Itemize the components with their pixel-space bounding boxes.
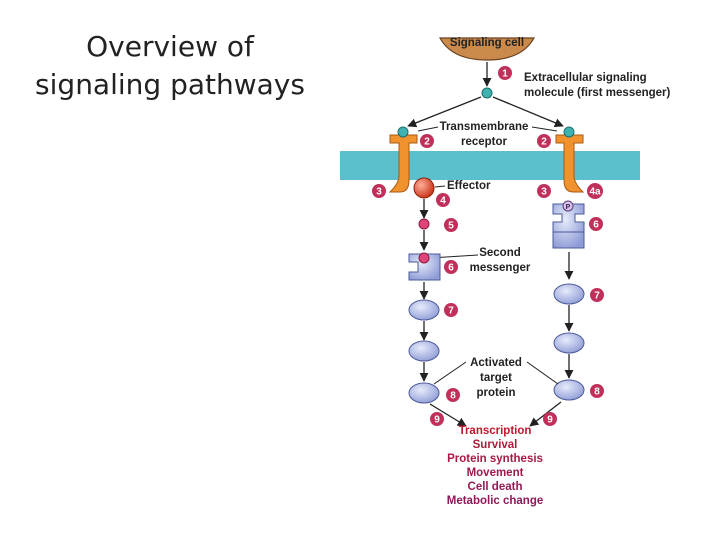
target-pointer-left — [434, 362, 466, 384]
left-cascade-protein-2 — [409, 341, 439, 361]
left-receptor-ligand — [398, 127, 408, 137]
step-number-4a: 4a — [589, 186, 601, 198]
step-number-3-right: 3 — [541, 186, 547, 198]
right-cascade-protein-2 — [554, 333, 584, 353]
outcome-2: Survival — [472, 439, 518, 451]
outcome-1: Transcription — [458, 425, 532, 437]
outcome-4: Movement — [466, 467, 524, 479]
effector-label: Effector — [447, 180, 491, 192]
ligand-molecule — [482, 88, 492, 98]
target-label-line3: protein — [476, 387, 516, 399]
step-number-8-left: 8 — [450, 390, 456, 402]
outcome-5: Cell death — [467, 481, 523, 493]
receptor-label-line2: receptor — [460, 136, 508, 148]
first-messenger-label-line1: Extracellular signaling — [524, 72, 647, 84]
receptor-label-line1: Transmembrane — [439, 121, 529, 133]
target-label-line2: target — [480, 372, 512, 384]
step-number-1: 1 — [502, 68, 508, 80]
outcome-6: Metabolic change — [446, 495, 544, 507]
first-messenger-label-line2: molecule (first messenger) — [524, 87, 671, 99]
step-number-7-left: 7 — [448, 305, 454, 317]
right-receptor-ligand — [564, 127, 574, 137]
step-number-3-left: 3 — [376, 186, 382, 198]
step-number-9-left: 9 — [434, 414, 440, 426]
second-messenger-molecule — [419, 219, 429, 229]
step-number-2-left: 2 — [424, 136, 430, 148]
step-number-6-left: 6 — [448, 262, 454, 274]
slide-title: Overview of signaling pathways — [35, 30, 305, 101]
left-cascade-protein-1 — [409, 300, 439, 320]
outcome-3: Protein synthesis — [447, 453, 543, 465]
bound-second-messenger — [419, 253, 429, 263]
step-number-8-right: 8 — [594, 386, 600, 398]
step-number-2-right: 2 — [541, 136, 547, 148]
step-number-5: 5 — [448, 220, 454, 232]
target-pointer-right — [527, 362, 558, 384]
effector-pointer — [435, 186, 445, 187]
right-cascade-protein-1 — [554, 284, 584, 304]
receptor-pointer-left — [418, 127, 438, 131]
effector-protein — [414, 178, 434, 198]
left-target-protein — [409, 383, 439, 403]
right-target-protein — [554, 380, 584, 400]
target-label-line1: Activated — [470, 357, 522, 369]
step-number-4: 4 — [440, 195, 446, 207]
second-messenger-label-line1: Second — [479, 247, 521, 259]
second-messenger-label-line2: messenger — [469, 262, 531, 274]
signaling-cell-label: Signaling cell — [449, 37, 525, 49]
step-number-9-right: 9 — [547, 414, 553, 426]
plasma-membrane — [340, 151, 640, 180]
receptor-pointer-right — [532, 127, 557, 131]
step-number-7-right: 7 — [594, 290, 600, 302]
phosphate-label: P — [565, 204, 571, 211]
step-number-6-right: 6 — [593, 219, 599, 231]
